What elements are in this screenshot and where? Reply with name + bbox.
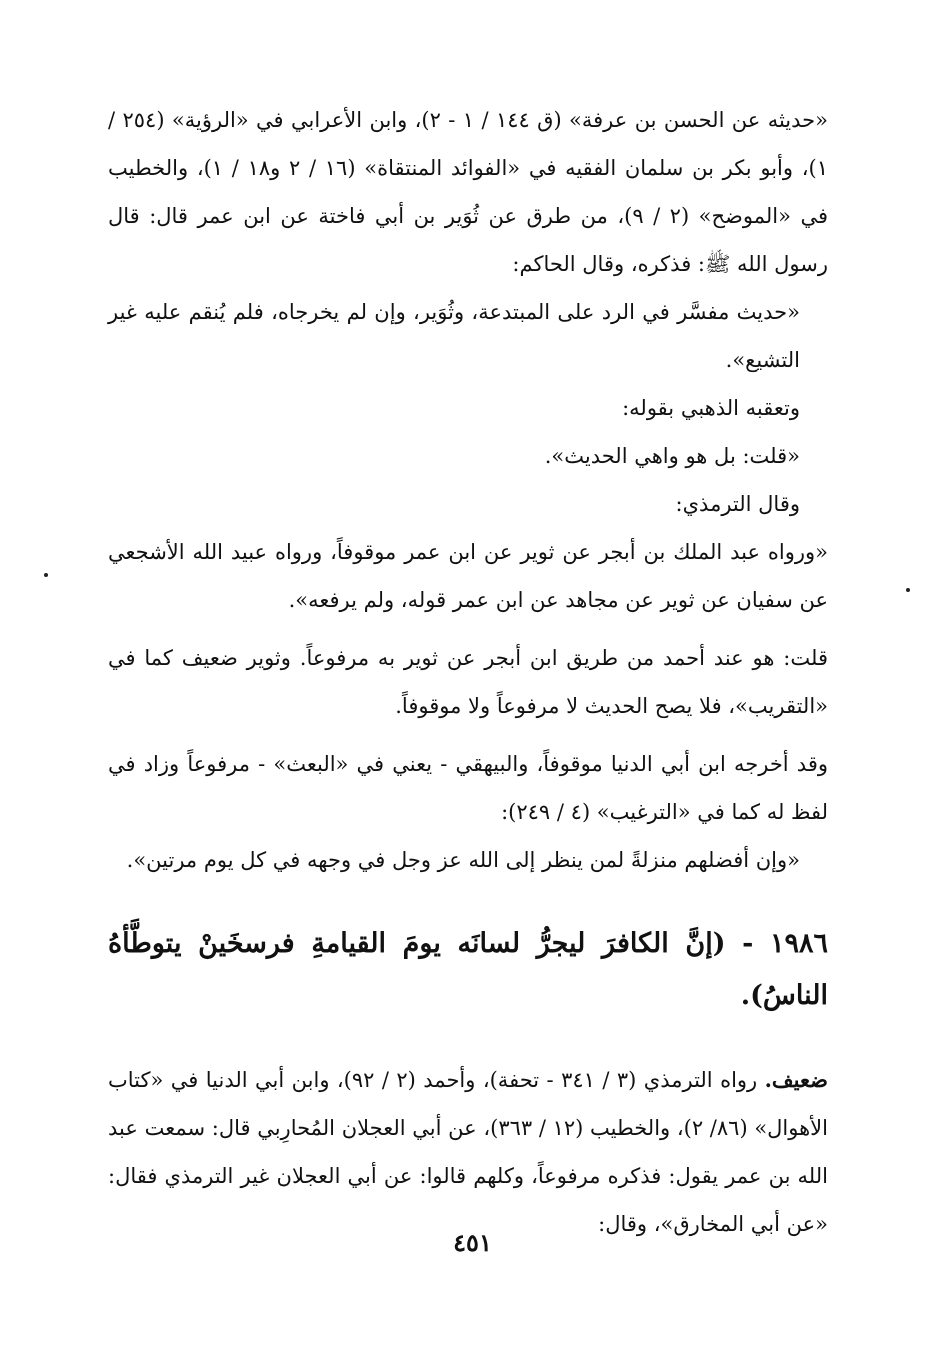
hadith-grade: ضعيف. bbox=[764, 1067, 828, 1092]
hadith-title: ١٩٨٦ - (إنَّ الكافرَ ليجرُّ لسانَه يومَ القيامةِ فرسخَينْ يتوطَّأهُ الناسُ). bbox=[108, 928, 828, 1011]
page-number: ٤٥١ bbox=[453, 1228, 492, 1257]
margin-dot bbox=[906, 588, 910, 592]
paragraph-author-note: قلت: هو عند أحمد من طريق ابن أبجر عن ثوير به مرفوعاً. وثوير ضعيف كما في «التقريب»، فلا يصح الحديث لا مرفوعاً ولا موقوفاً. bbox=[108, 646, 828, 718]
paragraph-hakim-quote: «حديث مفسَّر في الرد على المبتدعة، وثُوَير، وإن لم يخرجاه، فلم يُنقم عليه غير التشيع». bbox=[108, 300, 800, 372]
main-text bbox=[108, 96, 828, 1248]
paragraph-dhahabi-quote: «قلت: بل هو واهي الحديث». bbox=[544, 444, 800, 468]
paragraph-tirmidhi-intro: وقال الترمذي: bbox=[675, 492, 800, 516]
hadith-commentary-body: رواه الترمذي (٣ / ٣٤١ - تحفة)، وأحمد (٢ / ٩٢)، وابن أبي الدنيا في «كتاب الأهوال» (٨٦/ ٢)، والخطيب (١٢ / ٣٦٣)، عن أبي العجلان المُحارِبي قال: سمعت عبد الله بن عمر يقول: فذكره مرفوعاً، وكلهم قالوا: عن أبي العجلان غير الترمذي فقال: «عن أبي المخارق»، وقال: bbox=[108, 1068, 828, 1236]
paragraph-tirmidhi-quote: «ورواه عبد الملك بن أبجر عن ثوير عن ابن عمر موقوفاً، ورواه عبيد الله الأشجعي عن سفيان عن ثوير عن مجاهد عن ابن عمر قوله، ولم يرفعه». bbox=[108, 540, 828, 612]
paragraph-sources: «حديثه عن الحسن بن عرفة» (ق ١٤٤ / ١ - ٢)، وابن الأعرابي في «الرؤية» (٢٥٤ / ١)، وأبو بكر بن سلمان الفقيه في «الفوائد المنتقاة» (١٦ / ٢ و١٨ / ١)، والخطيب في «الموضح» (٢ / ٩)، من طرق عن ثُوَير بن أبي فاختة عن ابن عمر قال: قال رسول الله ﷺ: فذكره، وقال الحاكم: bbox=[108, 108, 828, 276]
hadith-commentary bbox=[108, 1056, 828, 1248]
margin-dot bbox=[44, 573, 48, 577]
paragraph-dhahabi-intro: وتعقبه الذهبي بقوله: bbox=[622, 396, 800, 420]
paragraph-bayhaqi: وقد أخرجه ابن أبي الدنيا موقوفاً، والبيهقي - يعني في «البعث» - مرفوعاً وزاد في لفظ له كما في «الترغيب» (٤ / ٢٤٩): bbox=[108, 752, 828, 824]
paragraph-targhib-quote: «وإن أفضلهم منزلةً لمن ينظر إلى الله عز وجل في وجهه في كل يوم مرتين». bbox=[126, 848, 800, 872]
